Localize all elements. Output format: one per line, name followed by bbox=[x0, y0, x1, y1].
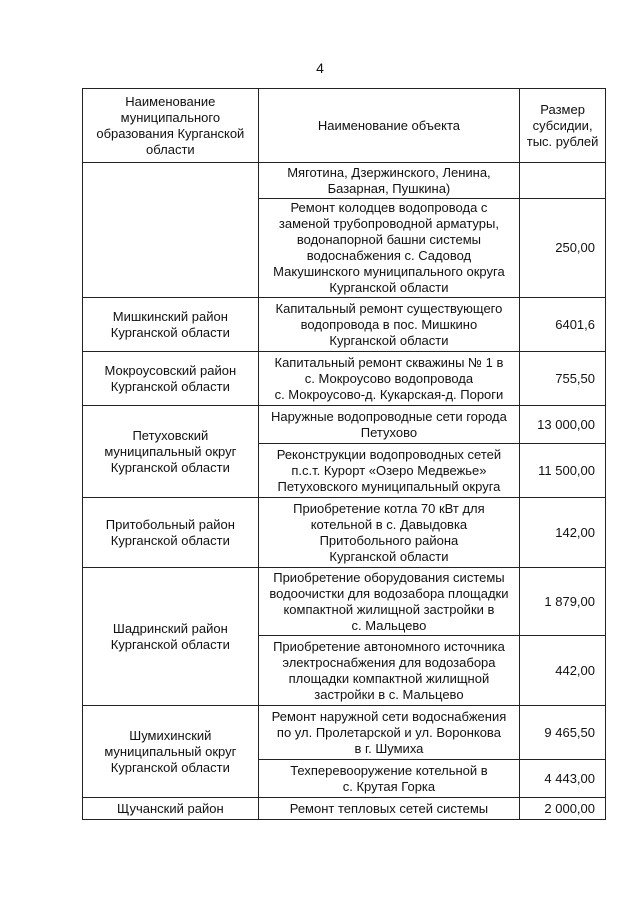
municipality-cell bbox=[83, 298, 259, 352]
header-line: Наименование bbox=[125, 93, 216, 109]
object-line: Техперевооружение котельной в bbox=[290, 762, 488, 778]
header-amount bbox=[520, 89, 606, 163]
header-line: субсидии, bbox=[532, 117, 593, 133]
table-row bbox=[83, 406, 606, 444]
municipality-line: Курганской области bbox=[110, 636, 230, 652]
table-row bbox=[83, 798, 606, 820]
header-line: образования Курганской bbox=[96, 125, 245, 141]
object-line: заменой трубопроводной арматуры, bbox=[278, 216, 499, 231]
object-line: водоочистки для водозабора площадки bbox=[269, 585, 509, 601]
header-line: муниципального bbox=[120, 109, 221, 125]
object-line: в г. Шумиха bbox=[354, 740, 424, 756]
object-cell bbox=[258, 199, 520, 298]
amount-cell: 13 000,00 bbox=[520, 406, 606, 444]
object-line: котельной в с. Давыдовка bbox=[310, 516, 468, 532]
municipality-line: муниципальный округ bbox=[104, 743, 237, 759]
municipality-line: муниципальный округ bbox=[104, 443, 237, 459]
table-row bbox=[83, 498, 606, 568]
amount-cell: 1 879,00 bbox=[520, 568, 606, 636]
municipality-cell bbox=[83, 706, 259, 798]
municipality-cell bbox=[83, 568, 259, 706]
object-line: с. Мокроусово водопровода bbox=[304, 370, 474, 386]
object-cell bbox=[258, 568, 520, 636]
object-line: Мяготина, Дзержинского, Ленина, bbox=[287, 164, 491, 180]
municipality-line: Щучанский район bbox=[117, 800, 224, 816]
object-line: с. Мальцево bbox=[351, 617, 427, 633]
municipality-cell bbox=[83, 498, 259, 568]
object-line: Курганской области bbox=[329, 548, 449, 564]
object-line: Приобретение оборудования системы bbox=[273, 569, 505, 585]
amount-cell: 755,50 bbox=[520, 352, 606, 406]
municipality-line: Шумихинский bbox=[129, 727, 212, 743]
municipality-line: Курганской области bbox=[110, 324, 230, 340]
object-line: с. Крутая Горка bbox=[342, 778, 436, 794]
object-cell bbox=[258, 760, 520, 798]
object-line: водоснабжения с. Садовод bbox=[306, 248, 472, 263]
object-line: Приобретение котла 70 кВт для bbox=[293, 500, 485, 516]
municipality-line: Мишкинский район bbox=[112, 308, 228, 324]
table-header-row bbox=[83, 89, 606, 163]
amount-cell: 9 465,50 bbox=[520, 706, 606, 760]
object-cell bbox=[258, 406, 520, 444]
municipality-line: Мокроусовский район bbox=[104, 362, 237, 378]
header-object bbox=[258, 89, 520, 163]
object-line: п.с.т. Курорт «Озеро Медвежье» bbox=[291, 462, 487, 478]
object-line: Притобольного района bbox=[319, 532, 459, 548]
municipality-line: Курганской области bbox=[110, 532, 230, 548]
object-line: застройки в с. Мальцево bbox=[314, 686, 464, 702]
object-line: Петухово bbox=[360, 424, 418, 440]
header-line: Наименование объекта bbox=[317, 117, 461, 133]
object-line: Наружные водопроводные сети города bbox=[270, 408, 507, 424]
object-line: Ремонт колодцев водопровода с bbox=[290, 200, 488, 215]
object-line: Капитальный ремонт существующего bbox=[275, 300, 503, 316]
object-line: Базарная, Пушкина) bbox=[327, 180, 451, 196]
amount-cell: 11 500,00 bbox=[520, 444, 606, 498]
municipality-cell bbox=[83, 798, 259, 820]
amount-cell: 6401,6 bbox=[520, 298, 606, 352]
header-line: тыс. рублей bbox=[526, 133, 599, 149]
object-line: Реконструкции водопроводных сетей bbox=[276, 446, 502, 462]
amount-cell: 250,00 bbox=[520, 199, 606, 298]
table-row bbox=[83, 706, 606, 760]
object-cell bbox=[258, 498, 520, 568]
object-cell bbox=[258, 636, 520, 706]
municipality-line: Петуховский bbox=[132, 427, 209, 443]
object-line: площадки компактной жилищной bbox=[288, 670, 490, 686]
subsidy-table bbox=[82, 88, 606, 820]
header-municipality bbox=[83, 89, 259, 163]
object-line: Приобретение автономного источника bbox=[273, 638, 505, 654]
object-line: по ул. Пролетарской и ул. Воронкова bbox=[276, 724, 501, 740]
object-line: с. Мокроусово-д. Кукарская-д. Пороги bbox=[274, 386, 504, 402]
object-line: Петуховского муниципальный округа bbox=[277, 478, 501, 494]
municipality-line: Притобольный район bbox=[105, 516, 235, 532]
object-cell bbox=[258, 798, 520, 820]
municipality-cell bbox=[83, 352, 259, 406]
municipality-line: Курганской области bbox=[110, 459, 230, 475]
municipality-line: Курганской области bbox=[110, 378, 230, 394]
page-number: 4 bbox=[316, 60, 324, 76]
table-row bbox=[83, 163, 606, 199]
header-line: Размер bbox=[540, 101, 585, 117]
object-cell bbox=[258, 706, 520, 760]
object-line: компактной жилищной застройки в bbox=[283, 601, 495, 617]
amount-cell: 142,00 bbox=[520, 498, 606, 568]
municipality-cell bbox=[83, 406, 259, 498]
object-line: водонапорной башни системы bbox=[296, 232, 482, 247]
amount-cell bbox=[520, 163, 606, 199]
municipality-cell bbox=[83, 163, 259, 298]
object-cell bbox=[258, 352, 520, 406]
object-line: Капитальный ремонт скважины № 1 в bbox=[274, 354, 504, 370]
header-line: области bbox=[146, 141, 195, 157]
amount-cell: 2 000,00 bbox=[520, 798, 606, 820]
municipality-line: Курганской области bbox=[110, 759, 230, 775]
object-line: Курганской области bbox=[329, 280, 449, 295]
object-cell bbox=[258, 298, 520, 352]
object-line: Ремонт наружной сети водоснабжения bbox=[271, 708, 507, 724]
object-line: Курганской области bbox=[329, 332, 449, 348]
object-cell bbox=[258, 163, 520, 199]
table-row bbox=[83, 352, 606, 406]
object-line: Ремонт тепловых сетей системы bbox=[289, 800, 489, 816]
table-row bbox=[83, 568, 606, 636]
table-row bbox=[83, 298, 606, 352]
object-line: водопровода в пос. Мишкино bbox=[300, 316, 478, 332]
municipality-line: Шадринский район bbox=[112, 620, 228, 636]
amount-cell: 442,00 bbox=[520, 636, 606, 706]
object-cell bbox=[258, 444, 520, 498]
object-line: электроснабжения для водозабора bbox=[282, 654, 496, 670]
amount-cell: 4 443,00 bbox=[520, 760, 606, 798]
object-line: Макушинского муниципального округа bbox=[273, 264, 505, 279]
